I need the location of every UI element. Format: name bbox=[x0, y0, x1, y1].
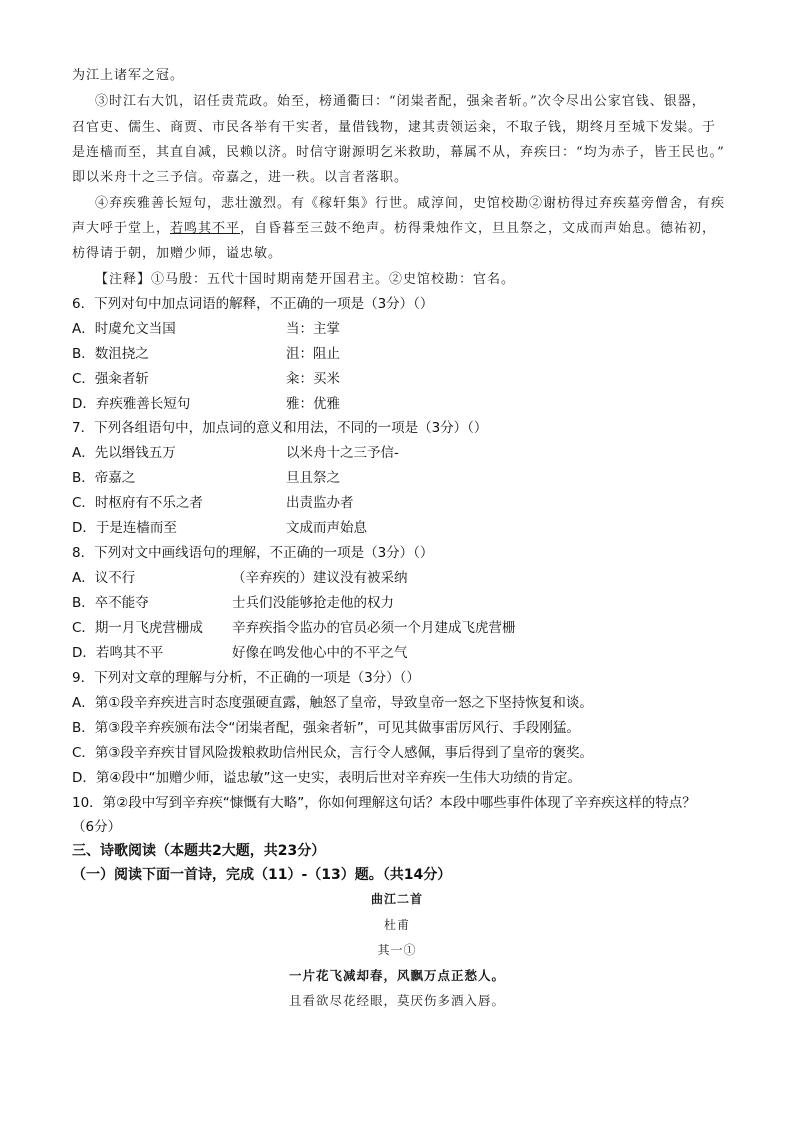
passage-note: 【注释】①马殷：五代十国时期南楚开国君主。②史馆校勘：官名。 bbox=[95, 272, 516, 287]
q7-option-d: D．于是连樯而至 bbox=[72, 520, 177, 536]
q9-option-d: D．第④段中“加赠少师，谥忠敏”这一史实，表明后世对辛弃疾一生伟大功绩的肯定。 bbox=[72, 770, 581, 786]
poem-line2: 且看欲尽花经眼，莫厌伤多酒入唇。 bbox=[288, 993, 505, 1008]
q6-option-a-gloss: 当：主掌 bbox=[286, 321, 340, 337]
q8-option-b: B．卒不能夺 bbox=[72, 595, 149, 611]
q9-option-a: A．第①段辛弃疾进言时态度强硬直露，触怒了皇帝，导致皇帝一怒之下坚持恢复和谈。 bbox=[72, 695, 593, 711]
q9-option-b: B．第③段辛弃疾颁布法令“闭粜者配，强籴者斩”，可见其做事雷厉风行、手段刚猛。 bbox=[72, 720, 580, 736]
q9-option-c: C．第③段辛弃疾甘冒风险拨粮救助信州民众，言行令人感佩，事后得到了皇帝的褒奖。 bbox=[72, 745, 594, 761]
section3-heading: 三、诗歌阅读（本题共2大题，共23分） bbox=[72, 843, 326, 859]
q6-option-c: C．强籴者斩 bbox=[72, 371, 149, 387]
q6-option-b: B．数沮挠之 bbox=[72, 346, 149, 362]
passage-intro-tail: 为江上诸军之冠。 bbox=[72, 68, 185, 83]
q7-stem: 7．下列各组语句中，加点词的意义和用法，不同的一项是（3分）（） bbox=[72, 420, 488, 436]
q10-line2: （6分） bbox=[72, 819, 122, 835]
passage-p3-line4: 即以米舟十之三予信。帝嘉之，进一秩。以言者落职。 bbox=[72, 170, 409, 185]
q10-line1: 10．第②段中写到辛弃疾“慷慨有大略”，你如何理解这句话？本段中哪些事件体现了辛弃疾这样的特点？ bbox=[72, 795, 696, 811]
q7-option-b: B．帝嘉之 bbox=[72, 470, 136, 486]
passage-p4-line1: ④弃疾雅善长短句，悲壮激烈。有《稼轩集》行世。咸淳间，史馆校勘②谢枋得过弃疾墓旁僧舍，有疾 bbox=[95, 196, 726, 211]
q6-option-c-gloss: 籴：买米 bbox=[286, 371, 340, 387]
q7-option-a-pair: 以米舟十之三予信- bbox=[286, 445, 399, 461]
q6-option-d: D．弃疾雅善长短句 bbox=[72, 396, 191, 412]
q8-option-d: D．若鸣其不平 bbox=[72, 645, 164, 661]
passage-p4-line3: 枋得请于朝，加赠少师，谥忠敏。 bbox=[72, 246, 283, 261]
q6-option-d-gloss: 雅：优雅 bbox=[286, 396, 340, 412]
section3-subheading: （一）阅读下面一首诗，完成（11）-（13）题。（共14分） bbox=[72, 867, 452, 883]
q8-option-c: C．期一月飞虎营栅成 bbox=[72, 620, 203, 636]
q6-option-b-gloss: 沮：阻止 bbox=[286, 346, 340, 362]
q8-stem: 8．下列对文中画线语句的理解，不正确的一项是（3分）（） bbox=[72, 545, 434, 561]
poem-title: 曲江二首 bbox=[370, 892, 423, 906]
q6-stem: 6．下列对句中加点词语的解释，不正确的一项是（3分）（） bbox=[72, 296, 434, 312]
poem-author: 杜甫 bbox=[383, 918, 410, 932]
q7-option-c-pair: 出责监办者 bbox=[286, 495, 354, 511]
poem-part: 其一① bbox=[377, 943, 417, 957]
q7-option-a: A．先以缗钱五万 bbox=[72, 445, 176, 461]
passage-p3-line2: 召官吏、儒生、商贾、市民各举有干实者，量借钱物，逮其责领运籴，不取子钱，期终月至城下发粜。于 bbox=[72, 120, 717, 135]
q7-option-d-pair: 文成而声始息 bbox=[286, 520, 367, 536]
q8-option-a-gloss: （辛弃疾的）建议没有被采纳 bbox=[232, 570, 408, 586]
passage-p3-line3: 是连樯而至，其直自减，民赖以济。时信守谢源明乞米救助，幕属不从，弃疾曰：“均为赤子，皆王民也。” bbox=[72, 145, 725, 160]
q8-option-d-gloss: 好像在鸣发他心中的不平之气 bbox=[232, 645, 408, 661]
q8-option-a: A．议不行 bbox=[72, 570, 136, 586]
q8-option-b-gloss: 士兵们没能够抢走他的权力 bbox=[232, 595, 394, 611]
underlined-phrase: 若鸣其不平 bbox=[170, 221, 241, 236]
q7-option-b-pair: 旦且祭之 bbox=[286, 470, 340, 486]
poem-line1: 一片花飞减却春，风飘万点正愁人。 bbox=[288, 968, 505, 983]
passage-p4-line2-b: ，自昏暮至三鼓不绝声。枋得秉烛作文，旦且祭之，文成而声始息。德祐初， bbox=[240, 221, 717, 236]
q9-stem: 9．下列对文章的理解与分析，不正确的一项是（3分）（） bbox=[72, 670, 420, 686]
q6-option-a: A．时虞允文当国 bbox=[72, 321, 176, 337]
passage-p3-line1: ③时江右大饥，诏任责荒政。始至，榜通衢曰：“闭粜者配，强籴者斩。”次令尽出公家官钱、银器， bbox=[95, 94, 706, 109]
q8-option-c-gloss: 辛弃疾指令监办的官员必须一个月建成飞虎营栅 bbox=[232, 620, 516, 636]
passage-p4-line2 bbox=[72, 217, 716, 236]
q7-option-c: C．时枢府有不乐之者 bbox=[72, 495, 203, 511]
passage-p4-line2-a: 声大呼于堂上， bbox=[72, 221, 171, 236]
